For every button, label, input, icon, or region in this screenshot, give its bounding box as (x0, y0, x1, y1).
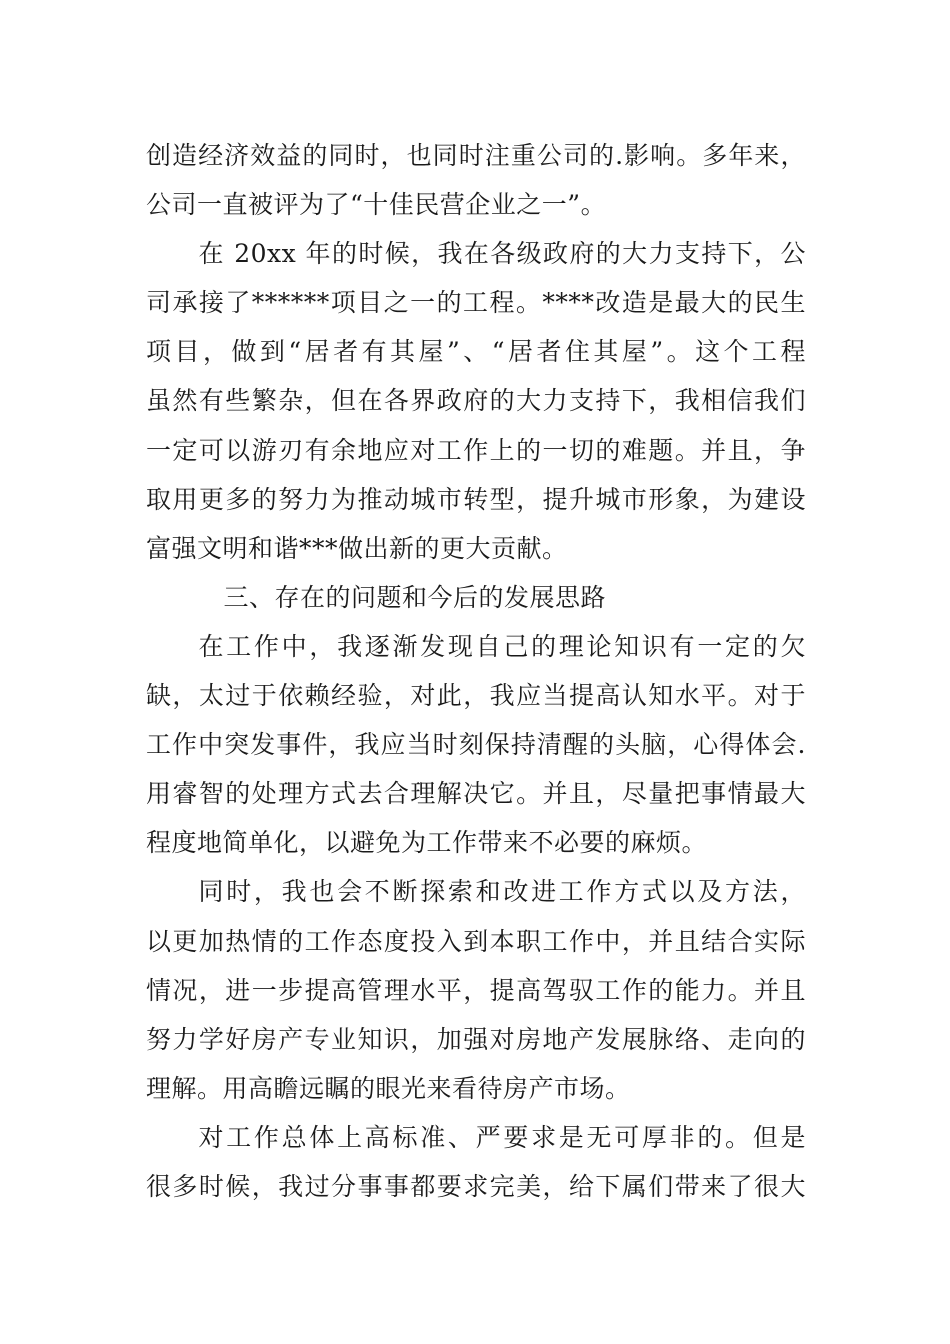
text-line: 在工作中，我逐渐发现自己的理论知识有一定的欠 (198, 631, 806, 661)
text-line: 对工作总体上高标准、严要求是无可厚非的。但是 (198, 1122, 806, 1152)
text-line: 一定可以游刃有余地应对工作上的一切的难题。并且，争 (146, 435, 806, 465)
paragraph-5 (146, 1113, 806, 1211)
text-line: 取用更多的努力为推动城市转型，提升城市形象，为建设 (146, 484, 806, 514)
paragraph-4 (146, 867, 806, 1112)
text-line: 项目，做到“居者有其屋”、“居者住其屋”。这个工程 (146, 337, 806, 367)
document-body (146, 131, 806, 1211)
paragraph-1 (146, 131, 806, 229)
text-line: 缺，太过于依赖经验，对此，我应当提高认知水平。对于 (146, 681, 806, 711)
text-line: 司承接了******项目之一的工程。****改造是最大的民生 (146, 288, 806, 318)
text-line: 公司一直被评为了“十佳民营企业之一”。 (146, 190, 607, 220)
text-line: 用睿智的处理方式去合理解决它。并且，尽量把事情最大 (146, 779, 806, 809)
paragraph-2 (146, 229, 806, 573)
text-line: 虽然有些繁杂，但在各界政府的大力支持下，我相信我们 (146, 386, 806, 416)
text-line: 努力学好房产专业知识，加强对房地产发展脉络、走向的 (146, 1024, 806, 1054)
paragraph-3 (146, 622, 806, 867)
text-line: 以更加热情的工作态度投入到本职工作中，并且结合实际 (146, 926, 806, 956)
text-line: 理解。用高瞻远瞩的眼光来看待房产市场。 (146, 1073, 631, 1103)
text-line: 在 20xx 年的时候，我在各级政府的大力支持下，公 (198, 239, 806, 269)
text-line: 同时，我也会不断探索和改进工作方式以及方法， (198, 877, 806, 907)
text-line: 程度地简单化，以避免为工作带来不必要的麻烦。 (146, 828, 708, 858)
text-line: 情况，进一步提高管理水平，提高驾驭工作的能力。并且 (146, 975, 806, 1005)
text-line: 工作中突发事件，我应当时刻保持清醒的头脑，心得体会. (146, 730, 806, 760)
text-line: 创造经济效益的同时，也同时注重公司的.影响。多年来， (146, 141, 806, 170)
text-line: 富强文明和谐***做出新的更大贡献。 (146, 533, 568, 563)
section-heading-text: 三、存在的问题和今后的发展思路 (223, 582, 607, 612)
section-heading (146, 573, 806, 622)
text-line: 很多时候，我过分事事都要求完美，给下属们带来了很大 (146, 1171, 806, 1201)
